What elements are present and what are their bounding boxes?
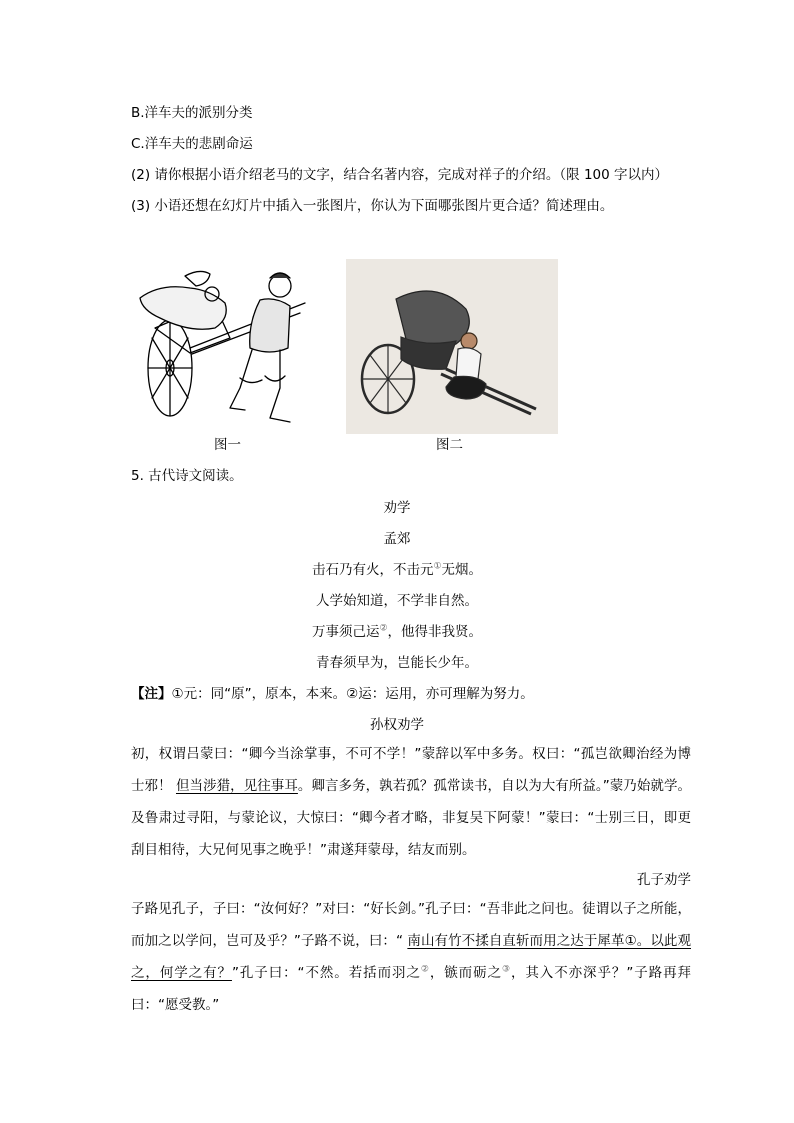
figure-2-image — [346, 259, 558, 434]
question-3: (3) 小语还想在幻灯片中插入一张图片，你认为下面哪张图片更合适？简述理由。 — [131, 198, 614, 214]
passage-1-underlined: 但当涉猎，见往事耳 — [175, 778, 298, 794]
poem-line-1-b: 无烟。 — [441, 562, 483, 578]
option-b: B.洋车夫的派别分类 — [131, 105, 253, 121]
passage-1-text-a: 初，权谓吕蒙曰：“卿今当涂掌事，不可不学！”蒙辞以军中多务。权曰：“孤岂欲卿治经为博士邪！ — [131, 746, 691, 794]
passage-2-text-c: ，镞而砺之 — [429, 965, 502, 981]
poem-line-3-b: ，他得非我贤。 — [387, 624, 483, 640]
passage-2-text-a: 子路见孔子，子曰：“汝何好？”对曰：“好长剑。”孔子曰：“吾非此之问也。徒谓以子之所能，而加之以学问，岂可及乎？”子路不说，曰：“ — [131, 901, 691, 949]
poem-line-3-a: 万事须己运 — [311, 624, 380, 640]
passage-1-text-b: 。卿言多务，孰若孤？孤常读书，自以为大有所益。”蒙乃始就学。及鲁肃过寻阳，与蒙论议，大惊曰：“卿今者才略，非复吴下阿蒙！”蒙曰：“士别三日，即更刮目相待，大兄何见事之晚乎！”肃遂拜蒙母，结友而别。 — [131, 778, 691, 858]
poem-note-mark-1: ① — [433, 561, 442, 572]
section-5-heading: 5. 古代诗文阅读。 — [131, 468, 243, 484]
note-text: ①元：同“原”，原本，本来。②运：运用，亦可理解为努力。 — [171, 686, 534, 702]
passage-2-underlined: 南山有竹不揉自直斩而用之达于犀革①。以此观之，何学之有？ — [131, 933, 691, 981]
figure-1-image — [130, 258, 310, 430]
poem-title: 劝学 — [383, 500, 411, 516]
passage-2-note-mark-3: ③ — [501, 964, 511, 975]
passage-2-title: 孔子劝学 — [637, 872, 691, 888]
poem-note-mark-2: ② — [379, 623, 388, 634]
passage-2-text-b: ”孔子曰：“不然。若括而羽之 — [231, 965, 421, 981]
poem-line-1-a: 击石乃有火，不击元 — [311, 562, 434, 578]
passage-2-note-mark-2: ② — [420, 964, 430, 975]
question-2: (2) 请你根据小语介绍老马的文字，结合名著内容，完成对祥子的介绍。（限 100 字以内） — [131, 167, 669, 183]
passage-1-body — [131, 738, 691, 866]
passage-2-body — [131, 893, 691, 1021]
poem-line-2: 人学始知道，不学非自然。 — [316, 593, 478, 609]
poem-author: 孟郊 — [383, 531, 411, 547]
note-label: 【注】 — [131, 686, 172, 702]
poem-line-4: 青春须早为，岂能长少年。 — [316, 655, 478, 671]
passage-1-title: 孙权劝学 — [370, 717, 424, 733]
poem-line-1 — [0, 560, 794, 580]
option-c: C.洋车夫的悲剧命运 — [131, 136, 253, 152]
figure-1-caption: 图一 — [214, 437, 241, 453]
poem-note — [131, 684, 534, 704]
poem-line-3 — [0, 622, 794, 642]
passage-2-text-d: ，其入不亦深乎？”子路再拜曰：“愿受教。” — [131, 965, 692, 1013]
figure-2-caption: 图二 — [436, 437, 463, 453]
